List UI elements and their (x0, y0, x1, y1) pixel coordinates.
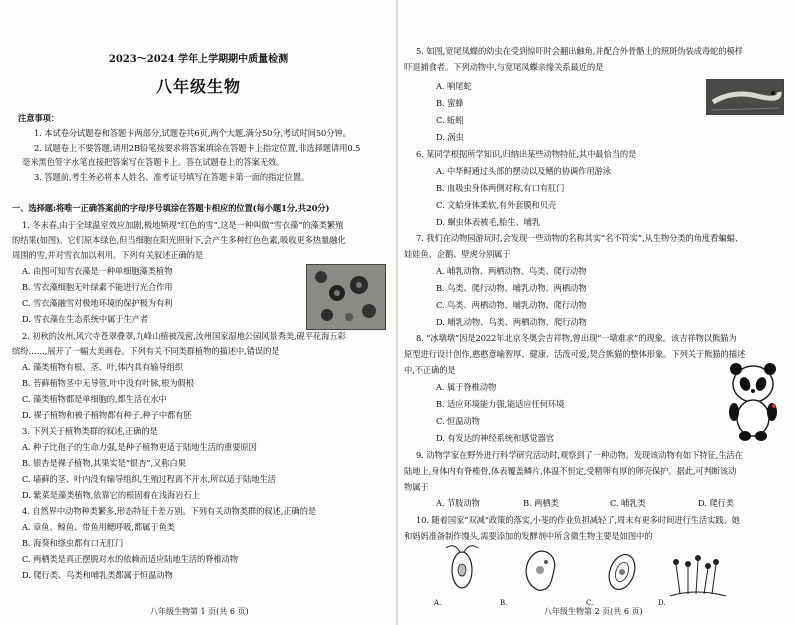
option-line: B. 银杏是裸子植物,其果实是“银杏”,又称白果 (22, 458, 186, 468)
option-item: D. 爬行类 (698, 498, 734, 508)
question-line: 6. 某同学根据所学知识,归纳出某些动物特征,其中最恰当的是 (416, 149, 637, 159)
option-line: A. 属于脊椎动物 (436, 382, 497, 392)
option-line: D. 涡虫 (436, 132, 464, 142)
option-item: A. 节肢动物 (436, 498, 480, 508)
question-line: 4. 自然界中动物种类繁多,形态特征千差万别。下列有关动物类群的叙述,正确的是 (22, 506, 317, 516)
notice-line: 2. 试题卷上不要答题,请用2B铅笔按要求将答案填涂在答题卡上指定位置,非选择题请用0.5 (34, 143, 361, 153)
option-line: C. 墙藓的茎、叶内没有输导组织,生殖过程离不开水,所以适于陆地生活 (22, 474, 276, 484)
page-footer: 八年级生物第 1 页(共 6 页) (150, 607, 249, 616)
snow-algae-micrograph (306, 264, 386, 330)
mold-figure (670, 555, 726, 596)
figure-label: D. (658, 599, 666, 607)
option-line: B. 适应环境能力强,能适应任何环境 (436, 399, 565, 409)
option-line: C. 雪衣藻融雪对极地环境的保护极为有利 (22, 298, 173, 308)
figure-label: C. (586, 599, 594, 607)
option-line: D. 裸子植物和被子植物都有种子,种子中都有胚 (22, 410, 192, 420)
option-line: B. 苔藓植物茎中无导管,叶中没有叶脉,根为假根 (22, 378, 194, 388)
page-footer: 八年级生物第 2 页(共 6 页) (544, 607, 643, 616)
question-line: 娃娃鱼、企鹅、壁虎分别属于 (404, 249, 511, 259)
question-line: 原型进行设计创作,憨憨意喻智厚、健康、活泼可爱,契合熊猫的整体形象。下列关于熊猫的描述 (404, 349, 746, 359)
question-line: 缤纷……,展开了一幅大美画卷。下列有关不同类群植物的描述中,错误的是 (12, 346, 280, 356)
page-right (400, 0, 794, 625)
notice-line: 3. 答题前,考生务必将本人姓名、准考证号填写在答题卡第一面的指定位置。 (34, 172, 310, 182)
question-line: 10. 随着国家“双减”政策的落实,小斐的作业负担减轻了,周末有更多时间进行生活实践。她 (416, 515, 740, 525)
option-line: A. 响尾蛇 (436, 81, 472, 91)
option-line: B. 海葵和绦虫都有口无肛门 (22, 538, 124, 548)
option-line: B. 蜜蜂 (436, 98, 464, 108)
option-item: C. 哺乳类 (610, 498, 646, 508)
option-item: B. 两栖类 (523, 498, 559, 508)
question-line: 7. 我们在动物园游玩时,会发现一些动物的名称其实“名不符实”,从生物分类的角度看蝙蝠、 (416, 233, 743, 243)
notice-line: 1. 本试卷分试题卷和答题卡两部分,试题卷共6页,两个大题,满分50分,考试时间50分钟。 (34, 128, 351, 138)
caterpillar-photo (706, 79, 784, 115)
option-line: A. 藻类植物有根、茎、叶,体内具有输导组织 (22, 362, 184, 372)
option-line: D. 紫菜是藻类植物,依靠它的根固着在浅海岩石上 (22, 490, 200, 500)
exam-title: 2023～2024 学年上学期期中质量检测 (108, 54, 289, 65)
question-line: 2. 初秋的汝州,风穴寺苍翠叠翠,九峰山植被茂密,汝州国家湿地公园风景秀美,砚平花海五彩 (22, 331, 346, 341)
question-line: 1. 冬末春,由于全球温室效应加剧,极地频现“红色的雪”,这是一种叫做“雪衣藻”的藻类繁殖 (22, 220, 344, 230)
option-line: B. 鸟类、爬行动物、哺乳动物、两栖动物 (436, 283, 587, 293)
question-line: 9. 动物学家在野外进行科学研究活动时,观察到了一种动物。发现该动物有如下特征,生活在 (416, 450, 743, 460)
option-line: D. 雪衣藻在生态系统中属于生产者 (22, 314, 149, 324)
question-line: 和妈妈准备制作馒头,需要添加的发酵剂中所含微生物主要是如图中的 (404, 531, 653, 541)
option-line: D. 哺乳动物、鸟类、两栖动物、爬行动物 (436, 317, 587, 327)
question-line: 吓退捕食者。下列动物中,与宽尾凤蝶亲缘关系最近的是 (404, 62, 604, 72)
question-line: 5. 如图,宽尾凤蝶的幼虫在受到惊吓时会翻出触角,并配合外骨骼上的照斑伪装成毒蛇的模样 (416, 46, 743, 56)
option-line: D. 蛔虫体表被毛,胎生、哺乳 (436, 217, 541, 227)
option-line: A. 哺乳动物、两栖动物、鸟类、爬行动物 (436, 266, 587, 276)
section-title: 一、选择题:将唯一正确答案前的字母序号填涂在答题卡相应的位置(每小题1分,共20分) (12, 203, 330, 213)
option-line: C. 文蛤身体柔软,有外套膜和贝壳 (436, 200, 557, 210)
option-line: C. 两栖类是真正摆脱对水的依赖而适应陆地生活的脊椎动物 (22, 554, 238, 564)
question-line: 中,不正确的是 (404, 365, 456, 375)
bing-dwen-dwen-panda (722, 362, 784, 444)
option-line: C. 恒温动物 (436, 416, 480, 426)
option-line: A. 由图可知雪衣藻是一种单细胞藻类植物 (22, 266, 173, 276)
yeast-figure (605, 551, 640, 593)
question-line: 3. 下列关于植物类群的叙述,正确的是 (22, 426, 158, 436)
option-line: C. 藻类植物都是单细胞的,都生活在水中 (22, 394, 167, 404)
option-line: B. 血吸虫身体两侧对称,有口有肛门 (436, 183, 565, 193)
question-line: 物属于 (404, 482, 429, 492)
option-line: A. 中华鲟通过头部的摆动以及鳍的协调作用游泳 (436, 166, 611, 176)
option-line: C. 鸟类、两栖动物、哺乳动物、爬行动物 (436, 300, 587, 310)
notice-line: 毫米黑色签字水笔直接把答案写在答题卡上。答在试题卷上的答案无效。 (22, 157, 285, 167)
notice-title: 注意事项： (18, 113, 59, 123)
paramecium-figure (526, 551, 555, 590)
question-line: 周围的雪,并对雪衣加以利用。下列有关叙述正确的是 (12, 250, 204, 260)
question-line: 的结果(如图)。它们原本绿色,但当细胞在阳光照射下,会产生多种红色色素,吸收更多热量融化 (12, 235, 346, 245)
option-line: A. 章鱼、鲸鱼、带鱼用鳃呼吸,都属于鱼类 (22, 522, 175, 532)
option-line: A. 种子比孢子的生命力强,是种子植物更适于陆地生活的重要原因 (22, 442, 257, 452)
microorganism-figures (426, 544, 774, 604)
question-line: 8. “冰墩墩”因是2022年北京冬奥会吉祥物,曾出现“一墩难求”的现象。该吉祥物以熊猫为 (416, 333, 737, 343)
figure-label: A. (434, 599, 442, 607)
option-line: B. 雪衣藻细胞无叶绿素不能进行光合作用 (22, 282, 173, 292)
figure-label: B. (500, 599, 508, 607)
option-line: C. 蚯蚓 (436, 115, 464, 125)
question-line: 陆地上,身体内有脊椎骨,体表覆盖鳞片,体温不恒定,受精卵有厚的卵壳保护。据此,可判断该动 (404, 466, 737, 476)
subject-title: 八年级生物 (155, 77, 241, 96)
euglena-figure (446, 546, 478, 588)
option-line: D. 有发达的神经系统和感觉器官 (436, 433, 554, 443)
option-line: D. 爬行类、鸟类和哺乳类都属于恒温动物 (22, 570, 173, 580)
